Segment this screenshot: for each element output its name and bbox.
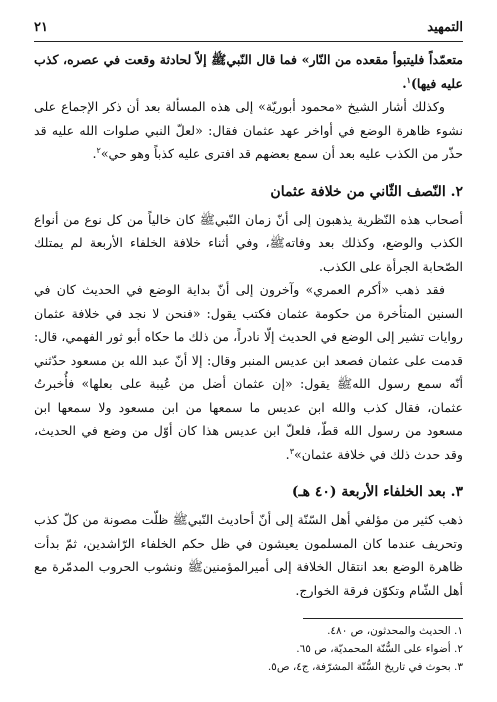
spacer [34,166,463,172]
footnote-1: ١. الحديث والمحدثون، ص ٤٨٠. [327,625,463,637]
paragraph-4: فقد ذهب «أكرم العمري» وآخرون إلى أنّ بداية الوضع في الحديث كان في السنين المتأخرة من حكومة عثمان فكتب يقول: «فنحن لا نجد في خلافة عثمان روايات تشير إلى الوضع في الحديث إلّا نادراً، من ذلك ما حكاه أبو ثور الفهمي، قال: قدمت على عثمان فصعد ابن عديس المنبر وقال: إلا أنّ عبد الله بن مسعود حدّثني أنّه سمع رسول اللهﷺ يقول: «إن عثمان أضل من عُيبة على بعلها» فأُخبرتُ عثمان، فقال كذب والله ابن عديس ما سمعها من ابن مسعود ولا سمعها ابن مسعود من رسول الله قطّ، فلعلّ ابن عديس هذا كان أوّل من وضع في الحديث، وقد حدث ذلك في خلافة عثمان»$^٣$. [34,282,463,462]
footnotes [34,622,463,676]
paragraph-3: أصحاب هذه النّظرية يذهبون إلى أنّ زمان النّبيﷺ كان خالياً من كل نوع من أنواع الكذب والوضع، وكذلك بعد وفاتهﷺ، وفي أثناء خلافة الخلفاء الأربعة لم يمتلك الصّحابة الجرأة على الكذب. [34,211,463,274]
footnote-ref-1: ١ [406,74,411,85]
paragraph-1-text: متعمّداً فليتبوأ مقعده من النّار» فما قال النّبيﷺ إلاّ لحادثة وقعت في عصره، كذب عليه فيها) [34,52,463,91]
paragraph-2-text: وكذلك أشار الشيخ «محمود أبوريّة» إلى هذه المسألة بعد أن ذكر الإجماع على نشوء ظاهرة الوضع في أواخر عهد عثمان فقال: «لعلّ النبي صلوات الله عليه قد حذّر من الكذب عليه بعد أن سمع بعضهم قد افترى عليه كذباً وهو حي» [34,99,463,161]
section-heading-3: ٣. بعد الخلفاء الأربعة (٤٠ هـ) [291,484,463,500]
page-number: ٢١ [34,19,48,35]
running-header [34,14,463,40]
footnote-ref-2: ٢ [96,145,101,155]
running-header-title: التمهيد [427,19,463,35]
paragraph-4-text: فقد ذهب «أكرم العمري» وآخرون إلى أنّ بداية الوضع في الحديث كان في السنين المتأخرة من حكومة عثمان فكتب يقول: «فنحن لا نجد في خلافة عثمان روايات تشير إلى الوضع في الحديث إلّا نادراً، من ذلك ما حكاه أبو ثور الفهمي، قال: قدمت على عثمان فصعد ابن عديس المنبر وقال: إلا أنّ عبد الله بن مسعود حدّثني أنّه سمع رسول اللهﷺ يقول: «إن عثمان أضل من عُيبة على بعلها» فأُخبرتُ عثمان، فقال كذب والله ابن عديس ما سمعها من ابن مسعود ولا سمعها ابن مسعود من رسول الله قطّ، فلعلّ ابن عديس هذا كان أوّل من وضع في الحديث، وقد حدث ذلك في خلافة عثمان» [34,282,463,462]
footnote-3: ٣. بحوث في تاريخ السُّنّة المشرّفة، ج٤، ص٥. [267,661,463,673]
section-heading-2: ٢. النّصف الثّاني من خلافة عثمان [270,183,463,200]
paragraph-5: ذهب كثير من مؤلفي أهل السّنّة إلى أنّ أحاديث النّبيﷺ ظلّت مصونة من كلّ كذب وتحريف عندما كان المسلمون يعيشون في ظل حكم الخلفاء الرّاشدين، ثمّ بدأت ظاهرة الوضع بعد انتقال الخلافة إلى أميرالمؤمنينﷺ ونشوب الحروب المدمّرة مع أهل الشّام وتكوّن فرقة الخوارج. [34,512,463,598]
footnote-divider [303,618,463,619]
paragraph-1: متعمّداً فليتبوأ مقعده من النّار» فما قال النّبيﷺ إلاّ لحادثة وقعت في عصره، كذب عليه فيها)$^١$. [34,52,463,91]
page-body [34,48,463,602]
header-divider [34,41,463,42]
footnote-2: ٢. أضواء على السُّنّة المحمديّة، ص ٦٥. [296,643,463,655]
spacer [34,466,463,472]
paragraph-2: وكذلك أشار الشيخ «محمود أبوريّة» إلى هذه المسألة بعد أن ذكر الإجماع على نشوء ظاهرة الوضع في أواخر عهد عثمان فقال: «لعلّ النبي صلوات الله عليه قد حذّر من الكذب عليه بعد أن سمع بعضهم قد افترى عليه كذباً وهو حي»$^٢$. [34,99,463,161]
footnote-ref-3: ٣ [289,446,294,456]
